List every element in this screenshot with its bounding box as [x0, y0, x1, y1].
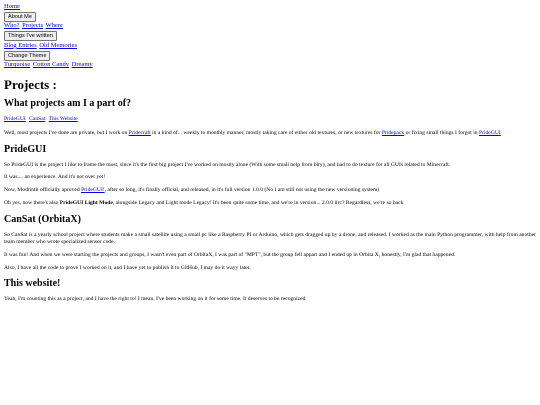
theme-cotton-candy-link[interactable]: Cotton Candy	[32, 61, 70, 69]
pridegui-light-mode-label: PrideGUI Light Mode	[59, 200, 113, 207]
pridegui-link[interactable]: PrideGUI	[478, 130, 501, 137]
cansat-paragraph-1: So CanSat is a yearly school project where students make a small satellite using a small pc like a Raspberry PI or Arduino, which gets dragged up by a drone, and released. I worked as the main Python programmer, with help from another team member who wrote specialized sensor code.	[4, 231, 536, 245]
nav-projects-link[interactable]: Projects	[22, 22, 44, 30]
cansat-paragraph-2: It was fun! And when we were starting the projects and groups, I wasn't even part of OrbitaX, I was part of "MPT", but the group fell appart and I ended up in Orbita X, honestly, I'm glad that happened.	[4, 251, 456, 258]
page-title: Projects :	[4, 76, 57, 92]
theme-turquoise-link[interactable]: Turquoise	[4, 61, 31, 69]
about-me-button[interactable]: About Me	[4, 12, 36, 22]
pridecraft-link[interactable]: Pridecraft	[128, 130, 151, 137]
written-links	[4, 42, 536, 50]
pridegui-paragraph-1: So PrideGUI is the project I like to frame the most, since it's the first big project I've worked on mostly alone (With some small help from blry), and had to do texture for all GUIs related to Minecraft.	[4, 161, 451, 168]
site-nav	[4, 3, 536, 70]
intro-paragraph: Well, most projects I've done are private, but I work on Pridecraft in a kind of... weekly to monthly manner, mostly taking care of either old textures, or new textures for Pridepack or fixing small things I forgot in PrideGUI	[4, 130, 501, 137]
pridepack-link[interactable]: Pridepack	[381, 130, 405, 137]
nav-who-link[interactable]: Who?	[4, 22, 20, 30]
theme-links	[4, 61, 536, 69]
project-links	[4, 116, 536, 123]
intro-heading: What projects am I a part of?	[4, 98, 132, 110]
cansat-anchor-link[interactable]: CanSat	[29, 116, 46, 123]
about-links	[4, 22, 536, 30]
pridegui-paragraph-4: Oh yes, now there's also PrideGUI Light Mode, alongside Legacy and Light mode Legacy! It's been quite some time, and we're in version... 2.0.0 iirc? Regardless, we're so back	[4, 200, 404, 207]
pridegui-modrinth-link[interactable]: PrideGUI!	[81, 187, 105, 194]
nav-home-link[interactable]: Home	[4, 3, 20, 10]
nav-where-link[interactable]: Where	[45, 22, 63, 30]
pridegui-heading: PrideGUI	[4, 143, 47, 155]
website-heading: This website!	[4, 278, 61, 290]
this-website-anchor-link[interactable]: This Website	[48, 116, 78, 123]
cansat-paragraph-3: Also, I have all the code to prove I worked on it, and I have yet to publish it to GitHub, I may do it wayy later.	[4, 264, 251, 271]
website-paragraph-1: Yeah, I'm counting this as a project, and I have the right to! I mean, I've been working on it for some time. It deserves to be recognized	[4, 296, 306, 303]
cansat-heading: CanSat (OrbitaX)	[4, 213, 81, 225]
nav-old-memories-link[interactable]: Old Memories	[39, 41, 78, 49]
theme-dreamy-link[interactable]: Dreamy	[71, 61, 93, 69]
pridegui-paragraph-2: It was.... an experience. And it's not over yet!	[4, 174, 106, 181]
things-written-button[interactable]: Things I've written	[4, 31, 57, 41]
pridegui-anchor-link[interactable]: PrideGUI	[4, 116, 26, 123]
nav-blog-entries-link[interactable]: Blog Entries	[4, 41, 37, 49]
change-theme-button[interactable]: Change Theme	[4, 51, 50, 61]
pridegui-paragraph-3: Now, Modrinth officially aproved PrideGUI!, after so long, it's finally official, and released, in it's full version 1.0.0 (No I am still not using the new versioning system)	[4, 187, 380, 194]
